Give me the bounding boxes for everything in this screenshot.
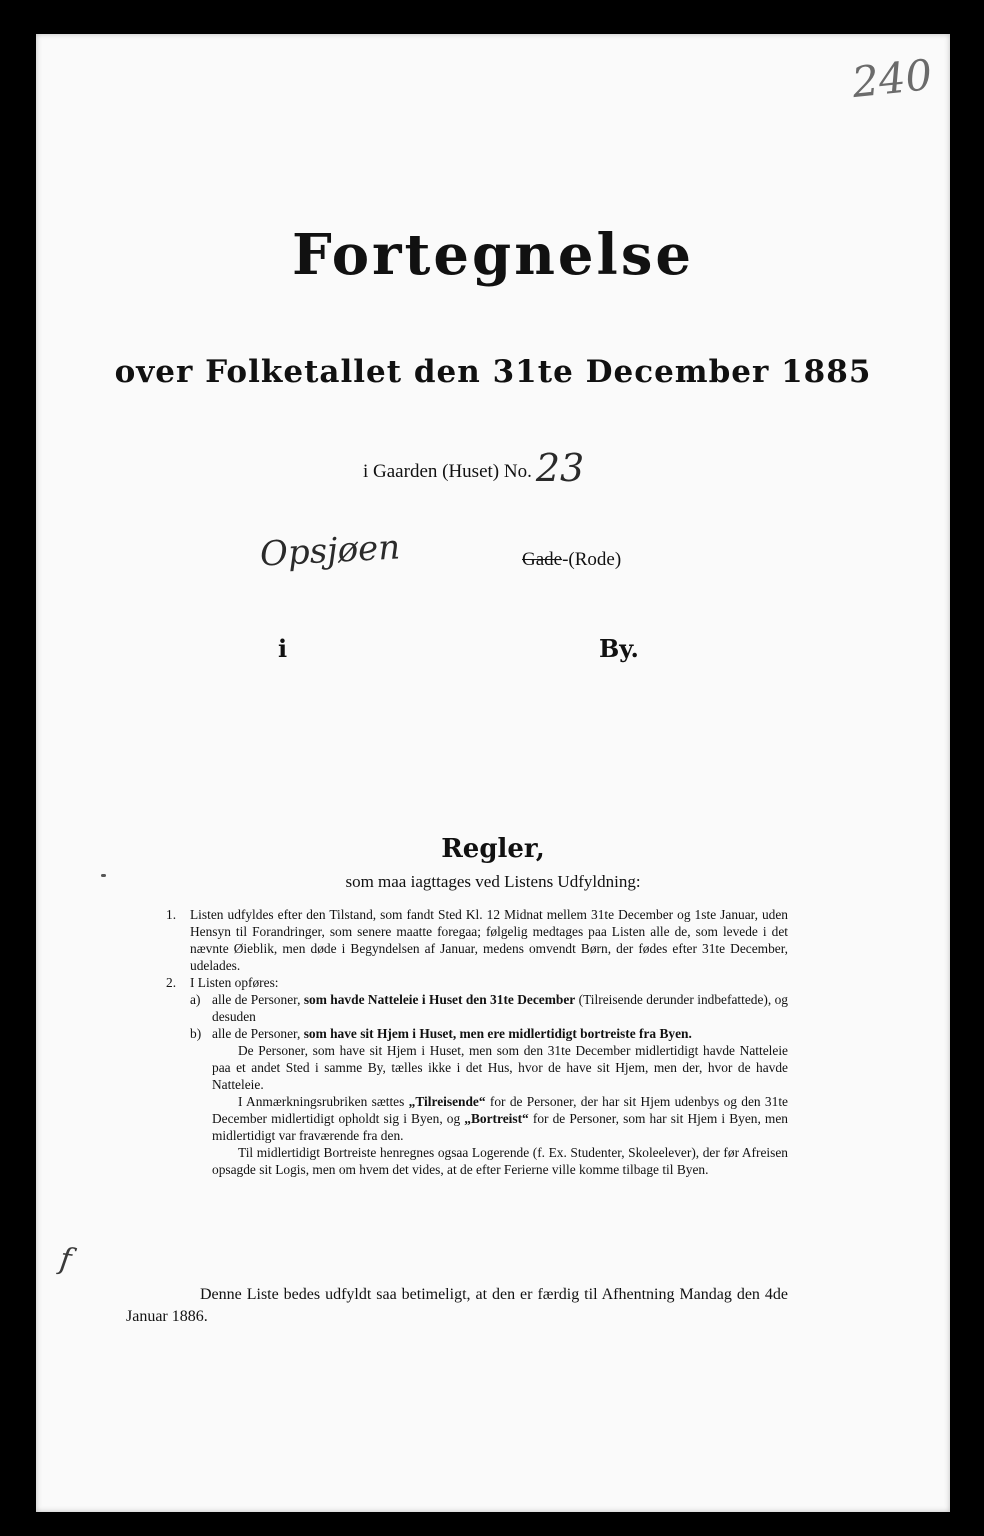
- rule-subitem-a: [190, 991, 788, 1025]
- rule-paragraph: De Personer, som have sit Hjem i Huset, men som den 31te December midlertidigt havde Natteleie paa et andet Sted i samme By, tælles ikke i det Hus, hvor de have sit Hjem, men der, hvor de havde Natteleie.: [212, 1043, 788, 1092]
- subitem-b-bold: som have sit Hjem i Huset, men ere midlertidigt bortreiste fra Byen.: [303, 1026, 692, 1041]
- rules-list: [166, 906, 788, 1178]
- census-form-sheet: [36, 34, 950, 1512]
- subitem-a-post: (Tilreisende derunder indbefattede), og desuden: [212, 992, 788, 1024]
- street-label-struck: Gade: [522, 549, 563, 570]
- form-title: Fortegnelse: [292, 222, 694, 288]
- rule-text: Listen udfyldes efter den Tilstand, som fandt Sted Kl. 12 Midnat mellem 31te December og 1ste Januar, uden Hensyn til Forandringer, som senere maatte foregaa; følgelig medtages paa Listen alle de, som levede i det nævnte Øieblik, men døde i Begyndelsen af Januar, medens omvendt Børn, der fødes efter 31te December, udelades.: [190, 907, 788, 973]
- subitem-b-pre: alle de Personer,: [212, 1026, 301, 1041]
- house-label: i Gaarden (Huset) No.: [363, 461, 532, 482]
- house-number-handwritten: 23: [535, 446, 585, 490]
- paragraph-post: for de Personer, som har sit Hjem i Byen, men midlertidigt var fraværende fra den.: [212, 1111, 788, 1143]
- house-line: [363, 446, 584, 490]
- rule-paragraph: [212, 1093, 788, 1144]
- city-prefix: i: [278, 634, 288, 663]
- subitem-a-bold: som havde Natteleie i Huset den 31te December: [303, 992, 576, 1007]
- page-number: 240: [849, 49, 935, 108]
- pickup-notice: [126, 1284, 788, 1328]
- city-suffix: By.: [599, 634, 639, 663]
- notice-text: Denne Liste bedes udfyldt saa betimeligt, at den er færdig til Afhentning Mandag den 4de Januar 1886.: [126, 1286, 788, 1325]
- form-subtitle: over Folketallet den 31te December 1885: [114, 354, 872, 390]
- rule-item: [166, 974, 788, 1178]
- street-label: [522, 549, 621, 571]
- street-name-handwritten: Opsjøen: [259, 527, 402, 575]
- margin-handwritten-mark: f: [57, 1241, 74, 1278]
- rule-subitem-b: [190, 1025, 788, 1042]
- paragraph-bold-bortreist: „Bortreist“: [464, 1111, 529, 1126]
- subitem-a-pre: alle de Personer,: [212, 992, 301, 1007]
- paragraph-pre: I Anmærkningsrubriken sættes: [238, 1094, 405, 1109]
- rule-number: 1.: [166, 907, 177, 922]
- subitem-letter: a): [190, 992, 201, 1007]
- rules-intro: som maa iagttages ved Listens Udfyldning:: [345, 872, 641, 891]
- subitem-letter: b): [190, 1026, 202, 1041]
- street-label-rest: -(Rode): [562, 549, 622, 570]
- rules-heading: Regler,: [441, 834, 545, 864]
- rule-paragraph: Til midlertidigt Bortreiste henregnes ogsaa Logerende (f. Ex. Studenter, Skoleelever), der før Afreisen opsagde sit Logis, men om hvem det vides, at de efter Ferierne ville komme tilbage til Byen.: [212, 1145, 788, 1177]
- rule-number: 2.: [166, 975, 177, 990]
- paragraph-bold-tilreisende: „Tilreisende“: [408, 1094, 486, 1109]
- rule-text: I Listen opføres:: [190, 975, 279, 990]
- paragraph-mid: for de Personer, der har sit Hjem udenbys og den 31te December midlertidigt opholdt sig i Byen, og: [212, 1094, 788, 1126]
- rule-item: [166, 906, 788, 974]
